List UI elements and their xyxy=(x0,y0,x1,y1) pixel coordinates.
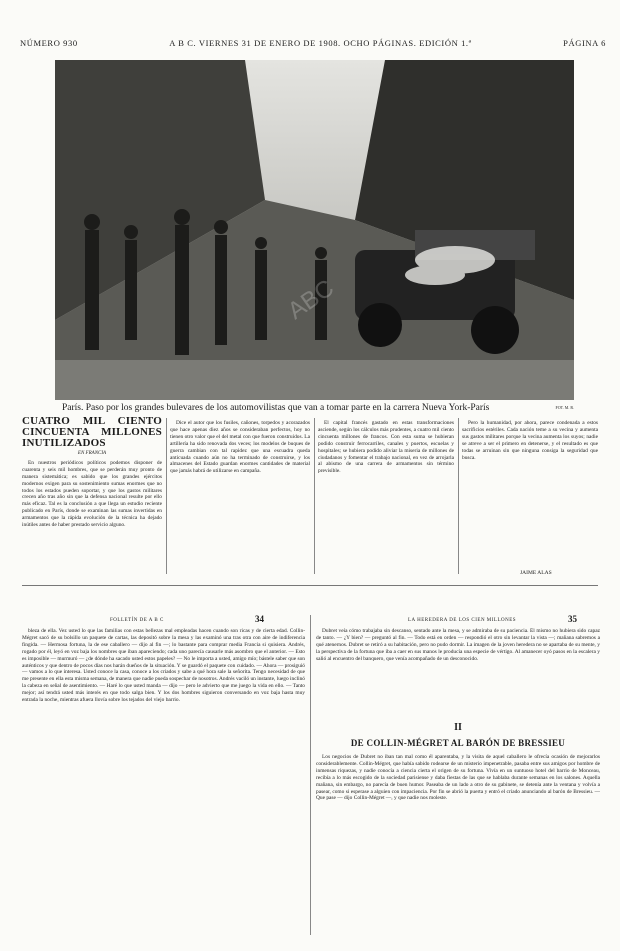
header-dateline: A B C. VIERNES 31 DE ENERO DE 1908. OCHO PÁGINAS. EDICIÓN 1.ª xyxy=(169,38,472,48)
article-column-2 xyxy=(170,420,310,576)
column-divider xyxy=(166,418,167,574)
left-page-text xyxy=(22,628,305,936)
right-page-text-top xyxy=(316,628,600,716)
column-divider xyxy=(458,418,459,574)
article-column-1 xyxy=(22,416,162,576)
article-text-3: El capital francés gastado en estas transformaciones asciende, según los cálculos más prudentes, a cuatro mil ciento cincuenta millones de francos. Con esta suma se hubieran podido construir ferrocarriles, canales y puertos, escuelas y hospitales; se hubiera podido aliviar la miseria de millones de ciudadanos y fomentar el trabajo nacional, en vez de arrojarla al abismo de una carrera de armamentos sin término previsible. xyxy=(318,420,454,475)
left-page-body: bleza de ella. Vez usted lo que las familias con estas bellezas mal empleadas hacen cuando son ricas y de cierta edad. Collin-Mégret sacó de su bolsillo un paquete de cartas, las depositó sobre la mesa y las examinó una tras otra con aire de indiferencia fingida. — Hermosa fortuna, la de ese caballero — dijo al fin —; lo bastante para comprar media Francia si quisiera. Andrés, rogado por él, leyó en voz baja los nombres que iban apareciendo; cada uno parecía causarle más asombro que el anterior. — Esto es imposible — murmuró — ¿de dónde ha sacado usted estos papeles? — No le importa a usted, amigo mío; bástele saber que son auténticos y que dentro de pocos días nos harán dueños de la situación. Y se guardó el paquete con cuidado. — Ahora — prosiguió — vamos a lo que interesa. Usted conoce la casa, conoce a los criados y sabe a qué hora sale la señorita. Tengo necesidad de que me presente en ella esta misma semana, de manera que nadie pueda sospechar de nosotros. Andrés vaciló un instante, luego inclinó la cabeza en señal de asentimiento. — Haré lo que usted manda — dijo — pero le advierto que me juego la vida en ello. — Tanto mejor; así tendrá usted más interés en que todo salga bien. Y los dos hombres siguieron conversando en voz baja hasta muy entrada la noche, mientras afuera llovía sobre los tejados del viejo barrio. xyxy=(22,628,305,704)
article-column-3 xyxy=(318,420,454,576)
photo-watermark: ABC xyxy=(282,274,339,325)
article-title: CUATRO MIL CIENTO CINCUENTA MILLONES INUTILIZADOS xyxy=(22,416,162,449)
photo-credit: FOT. M. R. xyxy=(555,405,574,410)
right-page-header: LA HEREDERA DE LOS CIEN MILLONES xyxy=(408,618,517,623)
article-text-1: En nuestros periódicos políticos podemos disponer de cuarenta y seis mil hombres, que se perderán muy pronto de manera sistemática; es sabido que los grandes ejércitos modernos exigen para su sostenimiento sumas enormes que no todos los estados pueden soportar, y que los gastos militares crecen año tras año sin que la defensa nacional resulte por ello más eficaz. Tal es la conclusión a que llega un estudio reciente publicado en París, donde se examinan las sumas invertidas en armamentos que la rápida evolución de la técnica ha dejado inútiles antes de haber prestado servicio alguno. xyxy=(22,459,162,529)
left-page-header: FOLLETÍN DE A B C xyxy=(110,618,164,623)
section-rule xyxy=(22,585,598,586)
article-signature: JAIME ALAS xyxy=(520,570,552,576)
chapter-title: DE COLLIN-MÉGRET AL BARÓN DE BRESSIEU xyxy=(350,738,566,748)
right-page-text-bottom xyxy=(316,754,600,936)
left-page-number: 34 xyxy=(255,614,264,624)
column-divider xyxy=(314,418,315,574)
article-text-4: Pero la humanidad, por ahora, parece condenada a estos sacrificios estériles. Cada nación teme a su vecina y aumenta sus gastos militares porque la vecina aumenta los suyos; nadie se atreve a ser el primero en detenerse, y el resultado es que todas se arruinan sin que ninguna consiga la seguridad que busca. xyxy=(462,420,598,461)
article-byline: EN FRANCIA xyxy=(77,451,107,456)
chapter-number: II xyxy=(454,722,462,733)
photo-illustration xyxy=(55,60,574,400)
right-page-body-top: Dubret veía cómo trabajaba sin descanso, sentado ante la mesa, y se admiraba de su paciencia. Él mismo no hubiera sido capaz de tanto. — ¿Y bien? — preguntó al fin. — Todo está en orden — respondió el otro sin levantar la vista —; mañana sabremos a qué atenernos. Dubret se retiró a su habitación, pero no pudo dormir. La imagen de la joven heredera no se apartaba de su mente, y la perspectiva de la fortuna que iba a caer en sus manos le producía una especie de vértigo. Al amanecer oyó pasos en la escalera y salió al encuentro del banquero, que venía acompañado de un desconocido. xyxy=(316,628,600,662)
issue-number: NÚMERO 930 xyxy=(20,38,78,48)
article-column-4 xyxy=(462,420,598,568)
page-divider xyxy=(310,615,311,935)
right-page-body-bottom: Los negocios de Dubret no iban tan mal como él aparentaba, y la visita de aquel caballero le ofrecía ocasión de mejorarlos considerablemente. Collin-Mégret, que había sabido rodearse de un misterio impenetrable, pasaba entre sus amigos por hombre de inmensas riquezas, y nadie conocía a ciencia cierta el origen de su fortuna. Vivía en un suntuoso hotel del barrio de Monceau, recibía a lo más escogido de la sociedad parisiense y daba fiestas de las que se hablaba durante semanas en los salones. Aquella mañana, sin embargo, no parecía de buen humor. Paseaba de un lado a otro de su gabinete, se detenía ante la ventana y volvía a pasear, como si esperase a alguien con impaciencia. Por fin se abrió la puerta y entró el criado anunciando al barón de Bressieu. — Que pase — dijo Collin-Mégret —, y que nadie nos moleste. xyxy=(316,754,600,802)
page-number: PÁGINA 6 xyxy=(563,38,606,48)
article-text-2: Dice el autor que los fusiles, cañones, torpedos y acorazados que hace apenas diez años se consideraban perfectos, hoy no tienen otro valor que el del metal con que fueron construidos. La artillería ha sido renovada dos veces; los modelos de buques de guerra cambian con tal rapidez que una escuadra queda anticuada cuando aún no ha terminado de construirse, y los almacenes del Estado guardan enormes cantidades de material que jamás habrá de utilizarse en campaña. xyxy=(170,420,310,475)
right-page-number: 35 xyxy=(568,614,577,624)
photograph xyxy=(55,60,574,400)
page-header xyxy=(20,36,606,50)
photo-caption: París. Paso por los grandes bulevares de los automovilistas que van a tomar parte en la carrera Nueva York-París xyxy=(62,403,490,413)
